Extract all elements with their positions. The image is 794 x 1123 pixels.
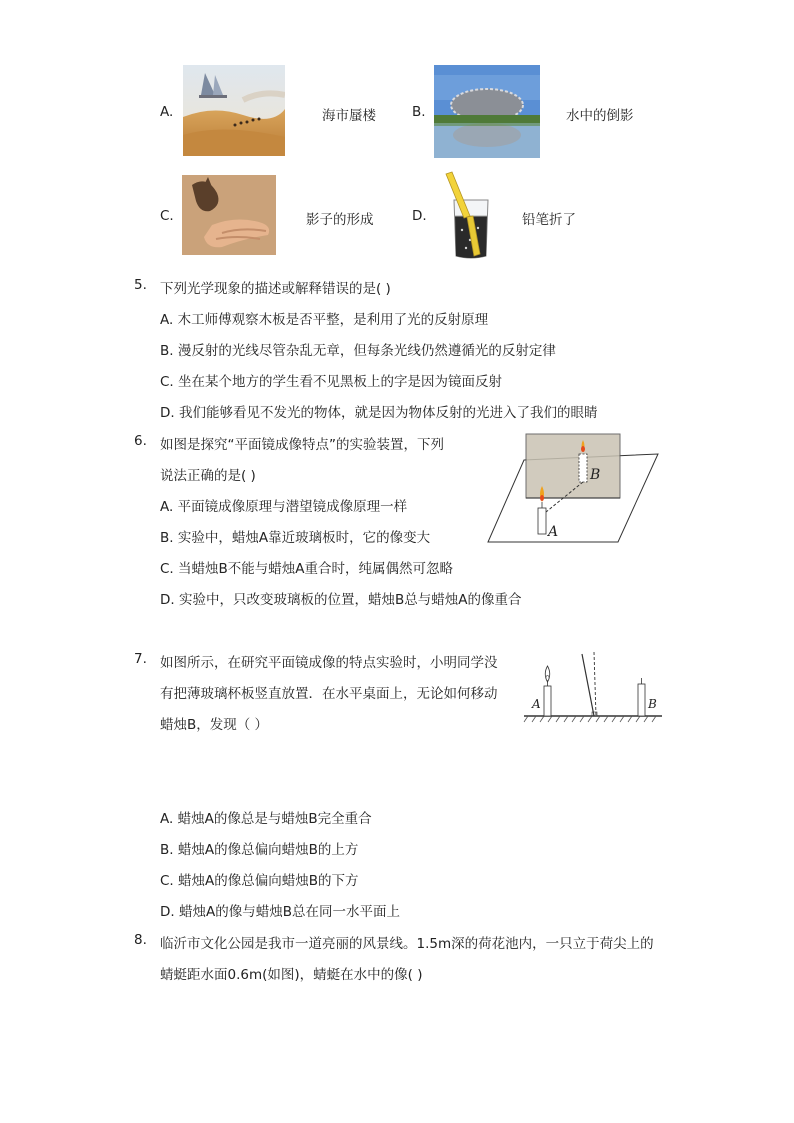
option-a: A. 蜡烛A的像总是与蜡烛B完全重合 <box>160 811 372 827</box>
figure-label-a: A <box>548 524 559 540</box>
question-stem-line: 说法正确的是( ) <box>160 468 256 484</box>
option-letter: A. <box>160 104 174 120</box>
option-d: D. 我们能够看见不发光的物体，就是因为物体反射的光进入了我们的眼睛 <box>160 405 598 421</box>
option-c: C. 蜡烛A的像总偏向蜡烛B的下方 <box>160 873 359 889</box>
question-number: 5. <box>134 277 147 293</box>
option-letter: C. <box>160 208 174 224</box>
option-caption: 海市蜃楼 <box>322 108 376 124</box>
question-stem-line: 有把薄玻璃杯板竖直放置．在水平桌面上，无论如何移动 <box>160 686 498 702</box>
question-stem-line: 如图所示，在研究平面镜成像的特点实验时，小明同学没 <box>160 655 498 671</box>
figure-label-a: A <box>532 697 541 711</box>
question-stem-line: 蜡烛B，发现（ ） <box>160 717 269 733</box>
option-c: C. 坐在某个地方的学生看不见黑板上的字是因为镜面反射 <box>160 374 503 390</box>
question-stem-line: 如图是探究“平面镜成像特点”的实验装置，下列 <box>160 437 444 453</box>
figure-label-b: B <box>590 467 601 483</box>
option-caption: 铅笔折了 <box>522 212 576 228</box>
option-a: A. 平面镜成像原理与潜望镜成像原理一样 <box>160 499 408 515</box>
option-a: A. 木工师傅观察木板是否平整，是利用了光的反射原理 <box>160 312 489 328</box>
figure-label-b: B <box>648 697 657 711</box>
option-d: D. 实验中，只改变玻璃板的位置，蜡烛B总与蜡烛A的像重合 <box>160 592 522 608</box>
option-letter: D. <box>412 208 427 224</box>
option-d: D. 蜡烛A的像与蜡烛B总在同一水平面上 <box>160 904 400 920</box>
option-b: B. 实验中，蜡烛A靠近玻璃板时，它的像变大 <box>160 530 431 546</box>
question-number: 6. <box>134 433 147 449</box>
option-caption: 水中的倒影 <box>566 108 634 124</box>
tilted-glass-figure <box>522 650 664 724</box>
mirage-image <box>183 65 285 156</box>
option-c: C. 当蜡烛B不能与蜡烛A重合时，纯属偶然可忽略 <box>160 561 454 577</box>
question-number: 8. <box>134 932 147 948</box>
question-number: 7. <box>134 651 147 667</box>
shadow-image <box>182 175 276 255</box>
option-b: B. 蜡烛A的像总偏向蜡烛B的上方 <box>160 842 359 858</box>
option-caption: 影子的形成 <box>306 212 374 228</box>
bent-pencil-image <box>440 170 502 262</box>
reflection-image <box>434 65 540 158</box>
question-stem-line: 蜻蜓距水面0.6m(如图)，蜻蜓在水中的像( ) <box>160 967 423 983</box>
option-letter: B. <box>412 104 426 120</box>
option-b: B. 漫反射的光线尽管杂乱无章，但每条光线仍然遵循光的反射定律 <box>160 343 556 359</box>
question-stem-line: 临沂市文化公园是我市一道亮丽的风景线。1.5m深的荷花池内，一只立于荷尖上的 <box>160 936 654 952</box>
plane-mirror-apparatus-figure <box>486 432 661 544</box>
question-stem: 下列光学现象的描述或解释错误的是( ) <box>160 281 391 297</box>
